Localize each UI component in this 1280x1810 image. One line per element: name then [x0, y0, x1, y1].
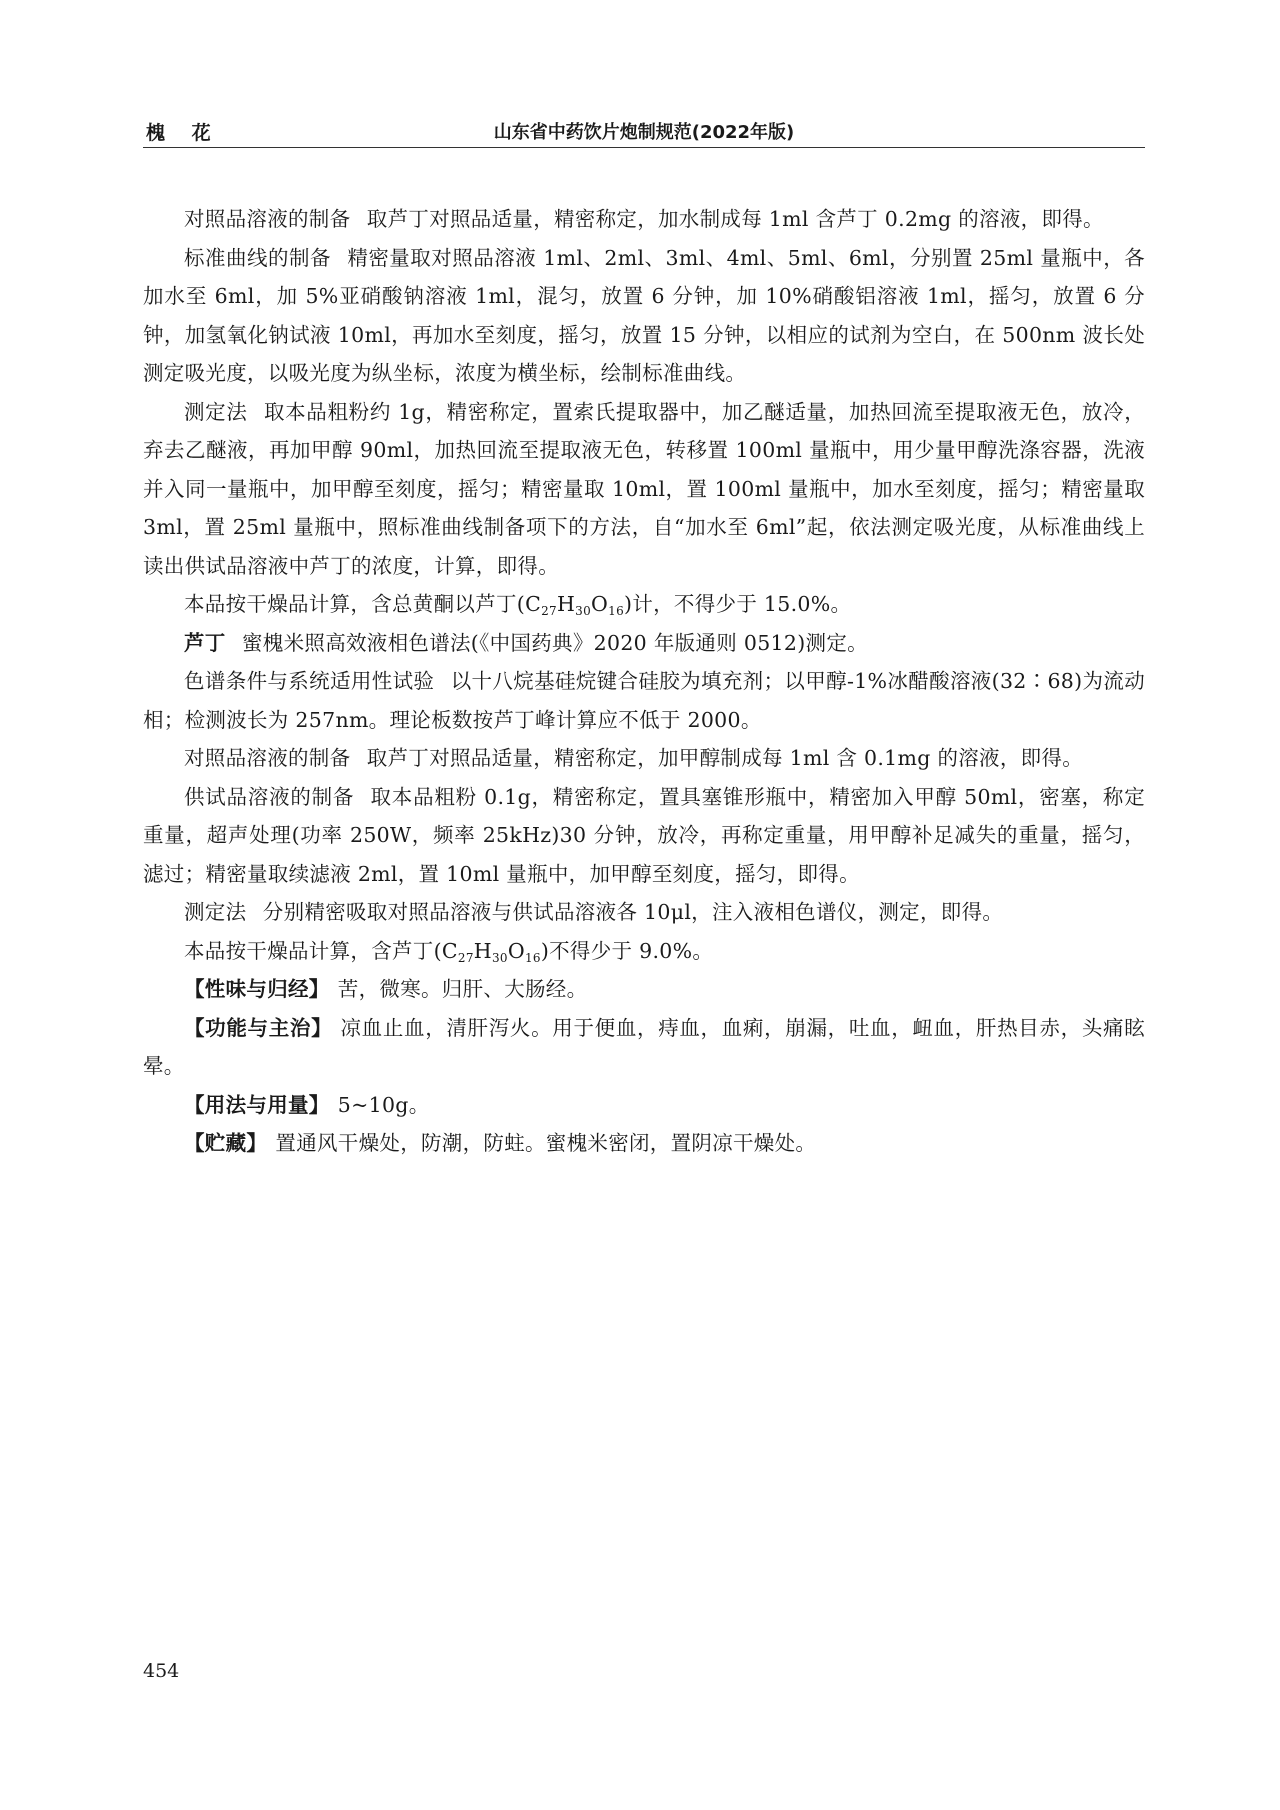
paragraph — [143, 624, 1145, 663]
paragraph — [143, 778, 1145, 894]
section-label: 【功能与主治】 — [184, 1015, 333, 1040]
paragraph-text: 置通风干燥处，防潮，防蛀。蜜槐米密闭，置阴凉干燥处。 — [275, 1131, 817, 1155]
formula-sub: 16 — [524, 950, 541, 965]
paragraph — [143, 393, 1145, 586]
formula-pre: 本品按干燥品计算，含总黄酮以芦丁(C — [184, 592, 542, 616]
section-paragraph — [143, 970, 1145, 1009]
formula-sub: 27 — [457, 950, 474, 965]
paragraph-label: 对照品溶液的制备 — [184, 207, 351, 231]
paragraph-label: 芦丁 — [184, 630, 226, 655]
paragraph-label: 对照品溶液的制备 — [184, 746, 351, 770]
section-paragraph — [143, 1124, 1145, 1163]
paragraph-text: 苦，微寒。归肝、大肠经。 — [337, 977, 588, 1001]
paragraph-text: 取芦丁对照品适量，精密称定，加水制成每 1ml 含芦丁 0.2mg 的溶液，即得。 — [366, 207, 1104, 231]
formula-post: )不得少于 9.0%。 — [540, 938, 714, 963]
section-label: 【性味与归经】 — [184, 977, 330, 1001]
paragraph-text: 蜜槐米照高效液相色谱法(《中国药典》2020 年版通则 0512)测定。 — [242, 630, 868, 655]
formula-element: O — [507, 938, 525, 963]
paragraph-label: 色谱条件与系统适用性试验 — [184, 669, 435, 693]
paragraph-text: 取本品粗粉 0.1g，精密称定，置具塞锥形瓶中，精密加入甲醇 50ml，密塞，称定重量，超声处理(功率 250W，频率 25kHz)30 分钟，放冷，再称定重量，用甲醇补足减失的重量，摇匀，滤过；精密量取续滤液 2ml，置 10ml 量瓶中，加甲醇至刻度，摇匀，即得。 — [143, 784, 1146, 886]
page-header — [143, 113, 1145, 148]
formula-sub: 16 — [608, 604, 625, 618]
paragraph-label: 标准曲线的制备 — [184, 245, 331, 270]
paragraph-text: 分别精密吸取对照品溶液与供试品溶液各 10μl，注入液相色谱仪，测定，即得。 — [262, 900, 1004, 924]
paragraph-text: 取本品粗粉约 1g，精密称定，置索氏提取器中，加乙醚适量，加热回流至提取液无色，放冷，弃去乙醚液，再加甲醇 90ml，加热回流至提取液无色，转移置 100ml 量瓶中，用少量甲醇洗涤容器，洗液并入同一量瓶中，加甲醇至刻度，摇匀；精密量取 10ml，置 100ml 量瓶中，加水至刻度，摇匀；精密量取 3ml，置 25ml 量瓶中，照标准曲线制备项下的方法，自“加水至 6ml”起，依法测定吸光度，从标准曲线上读出供试品溶液中芦丁的浓度，计算，即得。 — [143, 399, 1145, 578]
formula-element: H — [473, 938, 492, 963]
paragraph — [143, 739, 1145, 778]
paragraph-text: 以十八烷基硅烷键合硅胶为填充剂；以甲醇-1%冰醋酸溶液(32∶68)为流动相；检测波长为 257nm。理论板数按芦丁峰计算应不低于 2000。 — [143, 669, 1145, 732]
formula-sub: 30 — [575, 604, 592, 618]
paragraph-text: 凉血止血，清肝泻火。用于便血，痔血，血痢，崩漏，吐血，衄血，肝热目赤，头痛眩晕。 — [143, 1015, 1145, 1078]
page-number: 454 — [143, 1660, 180, 1682]
formula-element: O — [591, 592, 609, 616]
section-label: 【用法与用量】 — [184, 1092, 330, 1117]
section-paragraph — [143, 1009, 1145, 1086]
paragraph-label: 测定法 — [184, 399, 248, 424]
paragraph-text: 精密量取对照品溶液 1ml、2ml、3ml、4ml、5ml、6ml，分别置 25ml 量瓶中，各加水至 6ml，加 5%亚硝酸钠溶液 1ml，混匀，放置 6 分钟，加 10%硝酸铝溶液 1ml，摇匀，放置 6 分钟，加氢氧化钠试液 10ml，再加水至刻度，摇匀，放置 15 分钟，以相应的试剂为空白，在 500nm 波长处测定吸光度，以吸光度为纵坐标，浓度为横坐标，绘制标准曲线。 — [143, 245, 1145, 385]
section-paragraph — [143, 1086, 1145, 1125]
formula-pre: 本品按干燥品计算，含芦丁(C — [184, 938, 458, 963]
formula-paragraph — [143, 932, 1145, 971]
formula-paragraph — [143, 585, 1145, 624]
section-label: 【贮藏】 — [184, 1131, 268, 1155]
formula-post: )计，不得少于 15.0%。 — [624, 592, 852, 616]
paragraph-label: 测定法 — [184, 900, 247, 924]
section-title: 槐 花 — [146, 122, 221, 144]
page-content — [143, 200, 1145, 1163]
paragraph — [143, 662, 1145, 739]
book-title: 山东省中药饮片炮制规范(2022年版) — [493, 122, 795, 143]
paragraph-text: 5~10g。 — [337, 1092, 430, 1117]
paragraph — [143, 893, 1145, 932]
formula-element: H — [556, 592, 576, 616]
paragraph-text: 取芦丁对照品适量，精密称定，加甲醇制成每 1ml 含 0.1mg 的溶液，即得。 — [366, 746, 1084, 770]
formula-sub: 30 — [491, 950, 508, 965]
paragraph — [143, 200, 1145, 239]
formula-sub: 27 — [541, 604, 557, 618]
paragraph — [143, 239, 1145, 393]
paragraph-label: 供试品溶液的制备 — [184, 784, 355, 809]
